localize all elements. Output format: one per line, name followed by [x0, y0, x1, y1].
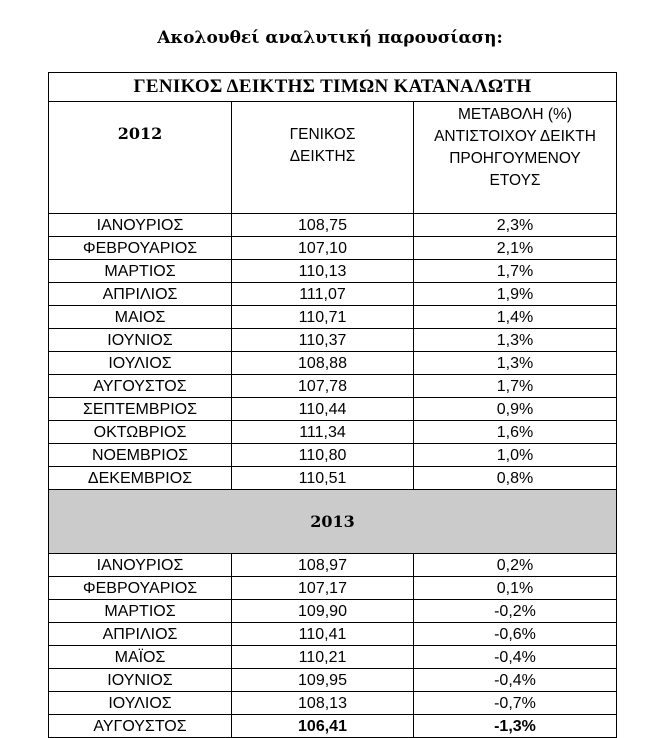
month-cell: ΙΟΥΝΙΟΣ [49, 669, 232, 692]
index-cell: 110,51 [232, 467, 414, 490]
change-cell: -1,3% [414, 715, 617, 738]
index-cell: 108,13 [232, 692, 414, 715]
change-cell: -0,4% [414, 669, 617, 692]
month-cell: ΙΟΥΝΙΟΣ [49, 329, 232, 352]
table-row [49, 375, 617, 398]
change-cell: 1,0% [414, 444, 617, 467]
header-line: ΑΝΤΙΣΤΟΙΧΟΥ ΔΕΙΚΤΗ [434, 128, 596, 145]
month-cell: ΦΕΒΡΟΥΑΡΙΟΣ [49, 237, 232, 260]
month-cell: ΜΑΙΟΣ [49, 306, 232, 329]
month-cell: ΙΑΝΟΥΡΙΟΣ [49, 554, 232, 577]
change-cell: 1,3% [414, 352, 617, 375]
change-cell: 1,6% [414, 421, 617, 444]
index-cell: 110,71 [232, 306, 414, 329]
index-cell: 108,97 [232, 554, 414, 577]
index-cell: 109,95 [232, 669, 414, 692]
table-row [49, 329, 617, 352]
table-title: ΓΕΝΙΚΟΣ ΔΕΙΚΤΗΣ ΤΙΜΩΝ ΚΑΤΑΝΑΛΩΤΗ [49, 73, 617, 102]
year-2013-header: 2013 [49, 490, 617, 554]
table-row [49, 352, 617, 375]
change-cell: 1,9% [414, 283, 617, 306]
table-row [49, 467, 617, 490]
header-row [49, 102, 617, 214]
index-cell: 111,34 [232, 421, 414, 444]
table-row [49, 444, 617, 467]
header-line: ΔΕΙΚΤΗΣ [289, 148, 356, 165]
month-cell: ΜΑΪΟΣ [49, 646, 232, 669]
month-cell: ΙΟΥΛΙΟΣ [49, 352, 232, 375]
month-cell: ΜΑΡΤΙΟΣ [49, 260, 232, 283]
month-cell: ΑΠΡΙΛΙΟΣ [49, 283, 232, 306]
change-cell: 1,3% [414, 329, 617, 352]
table-row [49, 554, 617, 577]
page-heading: Ακολουθεί αναλυτική παρουσίαση: [157, 28, 503, 48]
table-row [49, 237, 617, 260]
change-cell: 0,2% [414, 554, 617, 577]
table-row [49, 646, 617, 669]
table-row [49, 306, 617, 329]
index-cell: 110,13 [232, 260, 414, 283]
month-cell: ΙΑΝΟΥΡΙΟΣ [49, 214, 232, 237]
column-header-index [232, 102, 414, 214]
change-cell: 1,4% [414, 306, 617, 329]
cpi-table [48, 72, 617, 738]
table-row [49, 600, 617, 623]
index-cell: 110,21 [232, 646, 414, 669]
change-cell: 1,7% [414, 260, 617, 283]
index-cell: 108,88 [232, 352, 414, 375]
index-cell: 110,80 [232, 444, 414, 467]
table-row [49, 715, 617, 738]
month-cell: ΝΟΕΜΒΡΙΟΣ [49, 444, 232, 467]
table-row [49, 623, 617, 646]
change-cell: 2,1% [414, 237, 617, 260]
month-cell: ΙΟΥΛΙΟΣ [49, 692, 232, 715]
column-header-change [414, 102, 617, 214]
table-row [49, 283, 617, 306]
index-cell: 111,07 [232, 283, 414, 306]
month-cell: ΑΠΡΙΛΙΟΣ [49, 623, 232, 646]
change-cell: -0,4% [414, 646, 617, 669]
year-2012-header: 2012 [49, 102, 232, 214]
month-cell: ΑΥΓΟΥΣΤΟΣ [49, 715, 232, 738]
index-cell: 106,41 [232, 715, 414, 738]
index-cell: 110,44 [232, 398, 414, 421]
header-line: ΓΕΝΙΚΟΣ [289, 126, 356, 143]
change-cell: 0,8% [414, 467, 617, 490]
change-cell: -0,2% [414, 600, 617, 623]
header-line: ΕΤΟΥΣ [489, 172, 541, 189]
change-cell: 0,9% [414, 398, 617, 421]
table-row [49, 421, 617, 444]
change-cell: 1,7% [414, 375, 617, 398]
table-row [49, 260, 617, 283]
year-2013-band [49, 490, 617, 554]
index-cell: 107,10 [232, 237, 414, 260]
index-cell: 110,41 [232, 623, 414, 646]
month-cell: ΑΥΓΟΥΣΤΟΣ [49, 375, 232, 398]
change-cell: -0,7% [414, 692, 617, 715]
table-row [49, 398, 617, 421]
change-cell: 2,3% [414, 214, 617, 237]
index-cell: 109,90 [232, 600, 414, 623]
month-cell: ΦΕΒΡΟΥΑΡΙΟΣ [49, 577, 232, 600]
index-cell: 107,17 [232, 577, 414, 600]
month-cell: ΣΕΠΤΕΜΒΡΙΟΣ [49, 398, 232, 421]
table-row [49, 214, 617, 237]
month-cell: ΜΑΡΤΙΟΣ [49, 600, 232, 623]
month-cell: ΟΚΤΩΒΡΙΟΣ [49, 421, 232, 444]
change-cell: 0,1% [414, 577, 617, 600]
table-row [49, 669, 617, 692]
header-line: ΠΡΟΗΓΟΥΜΕΝΟΥ [449, 150, 581, 167]
index-cell: 108,75 [232, 214, 414, 237]
header-line: ΜΕΤΑΒΟΛΗ (%) [458, 106, 572, 123]
month-cell: ΔΕΚΕΜΒΡΙΟΣ [49, 467, 232, 490]
index-cell: 110,37 [232, 329, 414, 352]
table-row [49, 577, 617, 600]
table-row [49, 692, 617, 715]
index-cell: 107,78 [232, 375, 414, 398]
change-cell: -0,6% [414, 623, 617, 646]
